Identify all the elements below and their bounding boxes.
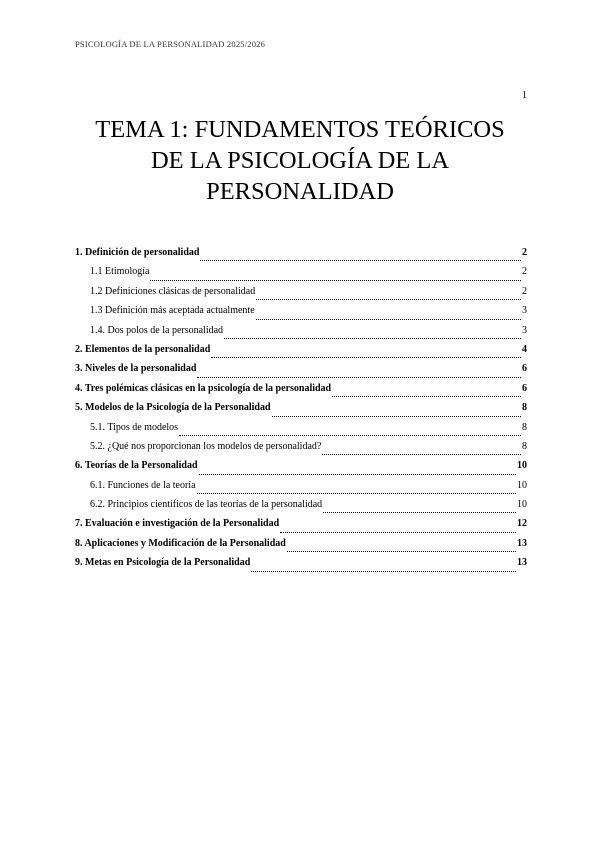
- toc-entry[interactable]: [75, 266, 527, 285]
- toc-leader-dots: [322, 454, 521, 455]
- toc-leader-dots: [280, 532, 516, 533]
- toc-entry-label: 6.2. Principios científicos de las teorías de la personalidad: [90, 499, 323, 511]
- toc-entry-page: 3: [522, 305, 527, 317]
- toc-entry-page: 8: [522, 402, 527, 414]
- toc-entry-page: 8: [522, 421, 527, 433]
- toc-entry-label: 5.2. ¿Qué nos proporcionan los modelos de personalidad?: [90, 440, 322, 452]
- toc-entry[interactable]: [75, 402, 527, 421]
- toc-entry[interactable]: [75, 305, 527, 324]
- toc-entry[interactable]: [75, 480, 527, 499]
- toc-leader-dots: [200, 260, 521, 261]
- toc-entry-label: 1. Definición de personalidad: [75, 247, 200, 258]
- toc-leader-dots: [323, 512, 516, 513]
- toc-entry-page: 2: [522, 285, 527, 297]
- toc-entry-page: 12: [517, 518, 527, 530]
- toc-entry[interactable]: [75, 557, 527, 576]
- toc-entry-label: 1.1 Etimología: [90, 266, 150, 278]
- toc-entry-page: 6: [522, 382, 527, 394]
- table-of-contents: [75, 247, 527, 577]
- toc-entry-label: 8. Aplicaciones y Modificación de la Personalidad: [75, 537, 286, 549]
- toc-entry-page: 13: [517, 557, 527, 569]
- toc-leader-dots: [332, 396, 521, 397]
- toc-entry-label: 1.2 Definiciones clásicas de personalidad: [90, 285, 256, 297]
- toc-entry-label: 5.1. Tipos de modelos: [90, 421, 179, 433]
- toc-entry[interactable]: [75, 441, 527, 460]
- toc-entry[interactable]: [75, 518, 527, 537]
- toc-entry[interactable]: [75, 383, 527, 402]
- toc-entry-page: 2: [522, 247, 527, 258]
- toc-entry-page: 6: [522, 363, 527, 375]
- toc-entry-page: 3: [522, 324, 527, 336]
- toc-leader-dots: [256, 319, 521, 320]
- toc-entry-page: 10: [517, 460, 527, 472]
- toc-entry-page: 10: [517, 479, 527, 491]
- toc-entry[interactable]: [75, 344, 527, 363]
- toc-entry[interactable]: [75, 422, 527, 441]
- toc-leader-dots: [224, 338, 521, 339]
- toc-leader-dots: [197, 377, 521, 378]
- title-line: PERSONALIDAD: [206, 178, 394, 205]
- toc-leader-dots: [251, 571, 516, 572]
- toc-entry-label: 6. Teorías de la Personalidad: [75, 460, 198, 472]
- toc-entry-label: 3. Niveles de la personalidad: [75, 363, 197, 375]
- toc-leader-dots: [287, 551, 516, 552]
- toc-entry[interactable]: [75, 499, 527, 518]
- page-number: 1: [522, 90, 527, 101]
- title-line: TEMA 1: FUNDAMENTOS TEÓRICOS: [95, 116, 505, 143]
- toc-leader-dots: [179, 435, 521, 436]
- toc-leader-dots: [197, 493, 516, 494]
- toc-leader-dots: [211, 357, 521, 358]
- toc-leader-dots: [256, 299, 521, 300]
- toc-entry[interactable]: [75, 460, 527, 479]
- toc-entry-page: 4: [522, 343, 527, 355]
- toc-entry[interactable]: [75, 363, 527, 382]
- toc-entry[interactable]: [75, 325, 527, 344]
- toc-leader-dots: [272, 416, 521, 417]
- toc-entry-page: 8: [522, 440, 527, 452]
- toc-entry[interactable]: [75, 286, 527, 305]
- toc-entry[interactable]: [75, 538, 527, 557]
- toc-entry-page: 2: [522, 266, 527, 278]
- document-title: [60, 114, 540, 207]
- toc-leader-dots: [199, 474, 516, 475]
- toc-entry-label: 5. Modelos de la Psicología de la Personalidad: [75, 402, 271, 414]
- toc-entry-label: 2. Elementos de la personalidad: [75, 343, 211, 355]
- toc-entry-label: 7. Evaluación e investigación de la Personalidad: [75, 518, 280, 530]
- running-header: PSICOLOGÍA DE LA PERSONALIDAD 2025/2026: [75, 39, 266, 49]
- toc-entry-label: 9. Metas en Psicología de la Personalidad: [75, 557, 251, 569]
- toc-entry-label: 1.3 Definición más aceptada actualmente: [90, 305, 255, 317]
- toc-entry[interactable]: [75, 247, 527, 266]
- title-line: DE LA PSICOLOGÍA DE LA: [150, 147, 450, 174]
- toc-entry-page: 13: [517, 537, 527, 549]
- toc-entry-label: 6.1. Funciones de la teoría: [90, 479, 196, 491]
- toc-leader-dots: [150, 280, 521, 281]
- toc-entry-label: 1.4. Dos polos de la personalidad: [90, 324, 224, 336]
- toc-entry-label: 4. Tres polémicas clásicas en la psicología de la personalidad: [75, 382, 332, 394]
- toc-entry-page: 10: [517, 499, 527, 511]
